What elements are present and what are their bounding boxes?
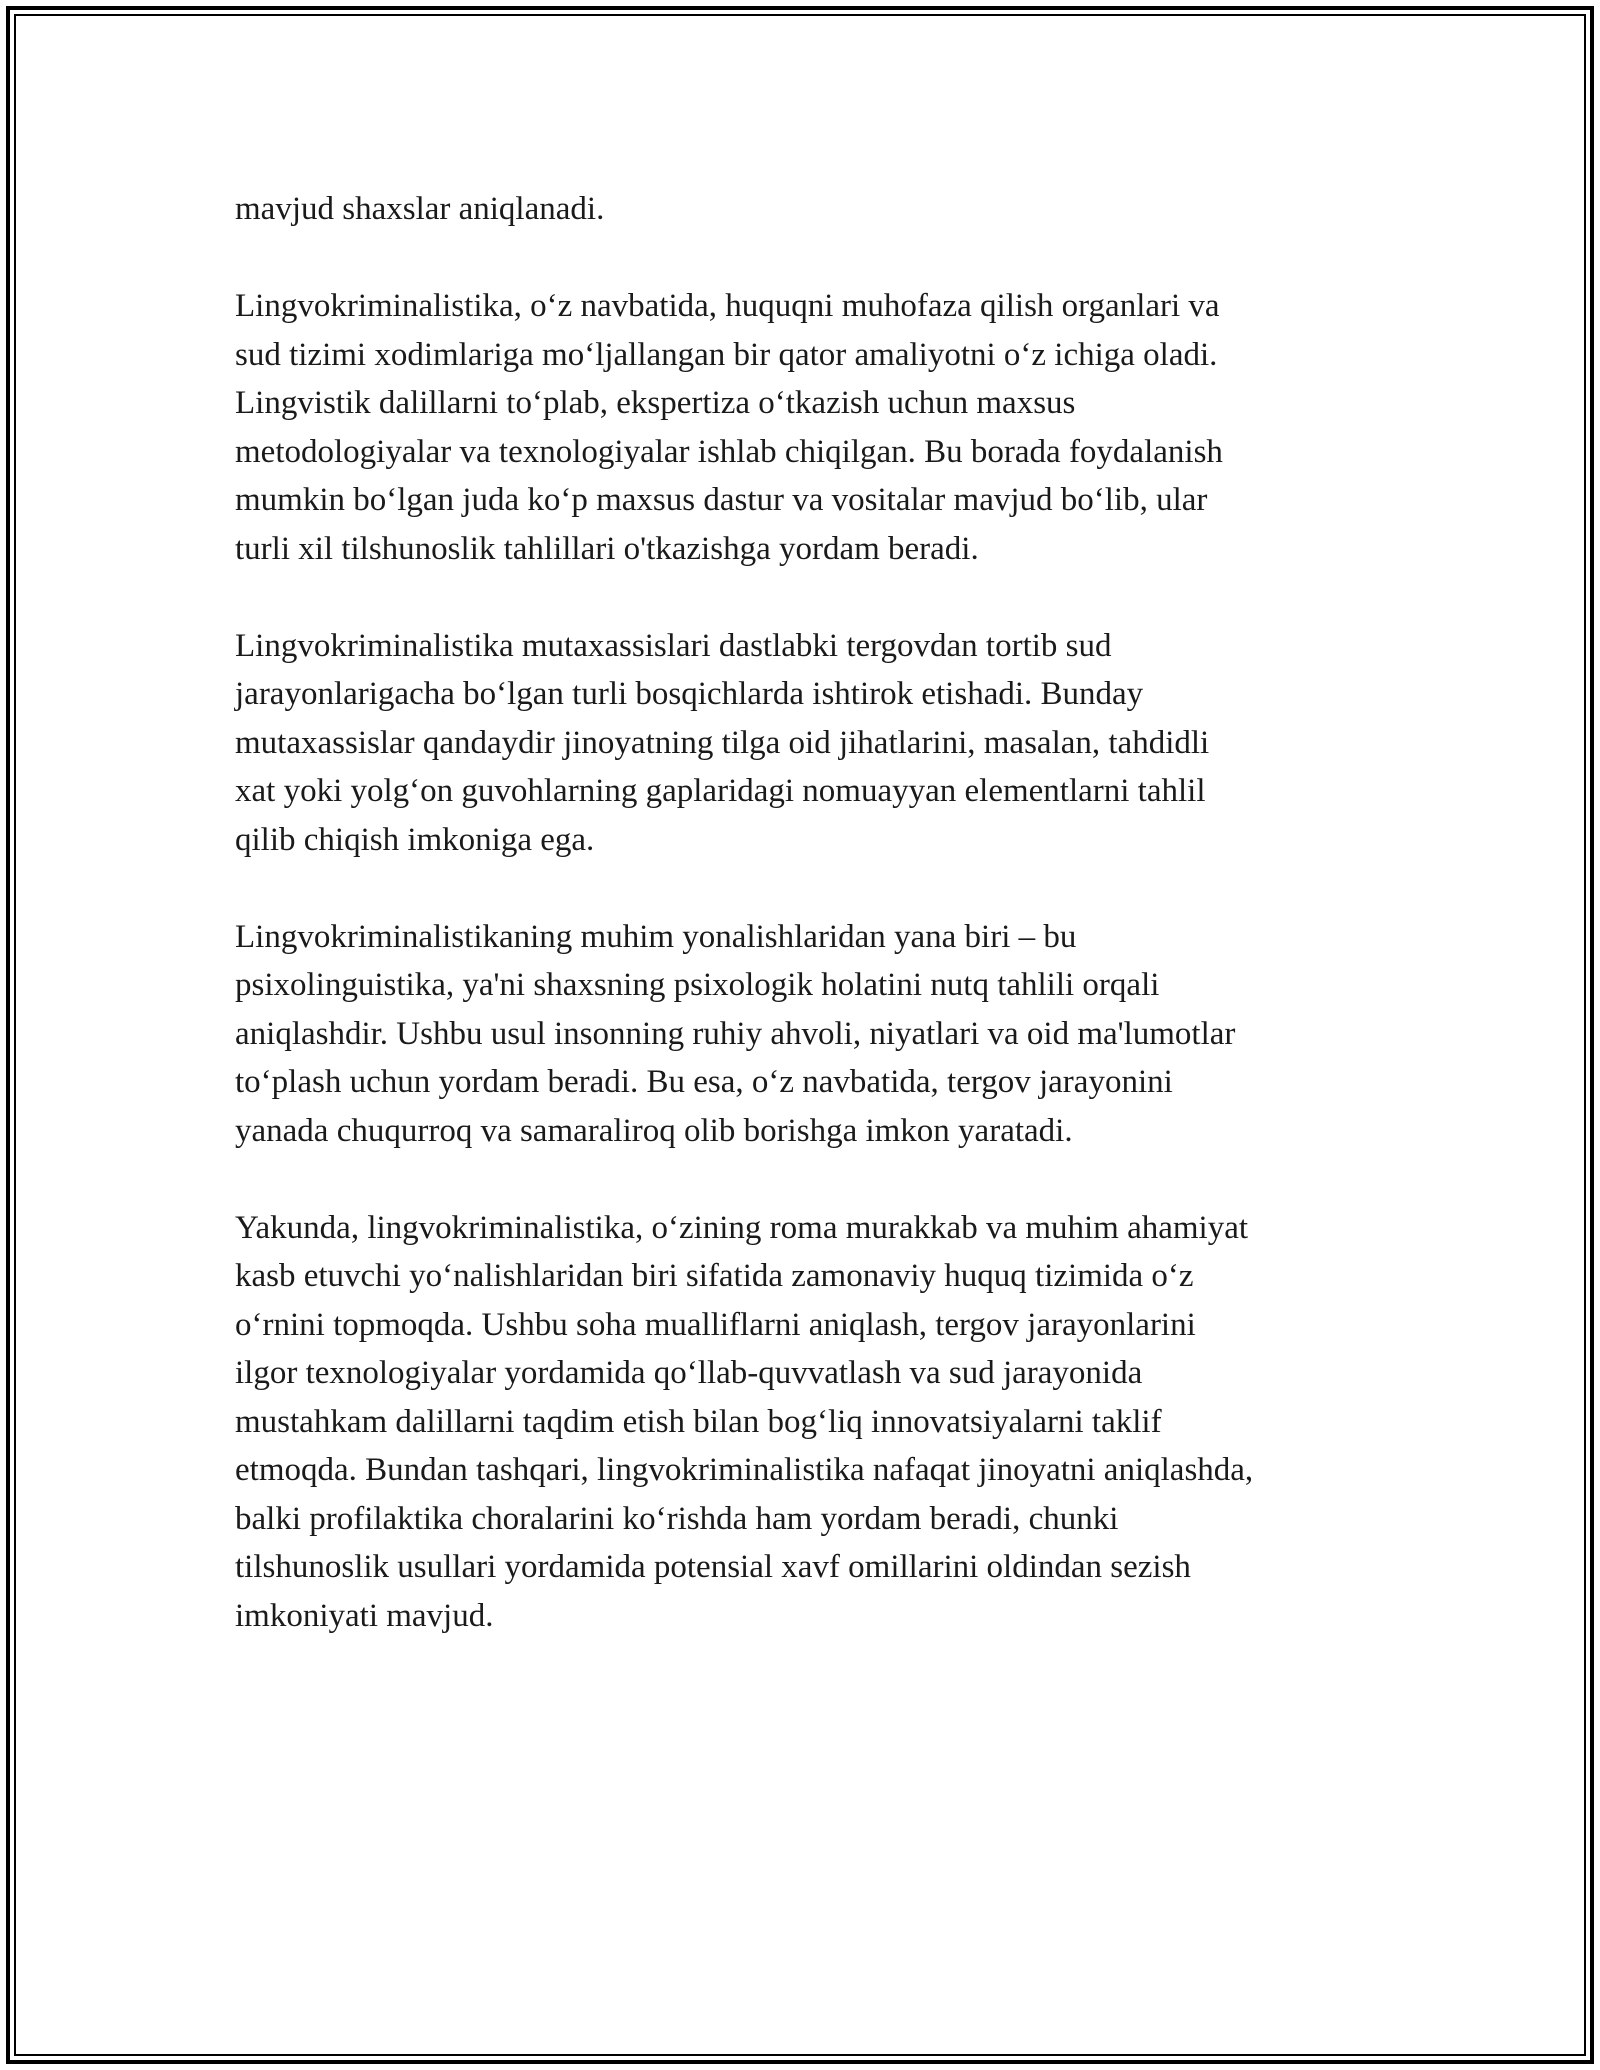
paragraph-specialists: Lingvokriminalistika mutaxassislari dastlabki tergovdan tortib sud jarayonlarigacha bo‘lgan turli bosqichlarda ishtirok etishadi. Bunday mutaxassislar qandaydir jinoyatning tilga oid jihatlarini, masalan, tahdidli xat yoki yolg‘on guvohlarning gaplaridagi nomuayyan elementlarni tahlil qilib chiqish imkoniga ega.: [235, 627, 1210, 858]
paragraph-methods: Lingvokriminalistika, o‘z navbatida, huquqni muhofaza qilish organlari va sud tizimi xodimlariga mo‘ljallangan bir qator amaliyotni o‘z ichiga oladi. Lingvistik dalillarni to‘plab, ekspertiza o‘tkazish uchun maxsus metodologiyalar va texnologiyalar ishlab chiqilgan. Bu borada foydalanish mumkin bo‘lgan juda ko‘p maxsus dastur va vositalar mavjud bo‘lib, ular turli xil tilshunoslik tahlillari o'tkazishga yordam beradi.: [235, 288, 1223, 567]
paragraph-continuation: mavjud shaxslar aniqlanadi.: [235, 191, 605, 227]
document-body: [235, 185, 1390, 1689]
paragraph-psycholinguistics: Lingvokriminalistikaning muhim yonalishlaridan yana biri – bu psixolinguistika, ya'ni shaxsning psixologik holatini nutq tahlili orqali aniqlashdir. Ushbu usul insonning ruhiy ahvoli, niyatlari va oid ma'lumotlar to‘plash uchun yordam beradi. Bu esa, o‘z navbatida, tergov jarayonini yanada chuqurroq va samaraliroq olib borishga imkon yaratadi.: [235, 918, 1236, 1149]
paragraph-conclusion: Yakunda, lingvokriminalistika, o‘zining roma murakkab va muhim ahamiyat kasb etuvchi yo‘nalishlaridan biri sifatida zamonaviy huquq tizimida o‘z o‘rnini topmoqda. Ushbu soha mualliflarni aniqlash, tergov jarayonlarini ilgor texnologiyalar yordamida qo‘llab-quvvatlash va sud jarayonida mustahkam dalillarni taqdim etish bilan bog‘liq innovatsiyalarni taklif etmoqda. Bundan tashqari, lingvokriminalistika nafaqat jinoyatni aniqlashda, balki profilaktika choralarini ko‘rishda ham yordam beradi, chunki tilshunoslik usullari yordamida potensial xavf omillarini oldindan sezish imkoniyati mavjud.: [235, 1209, 1254, 1634]
